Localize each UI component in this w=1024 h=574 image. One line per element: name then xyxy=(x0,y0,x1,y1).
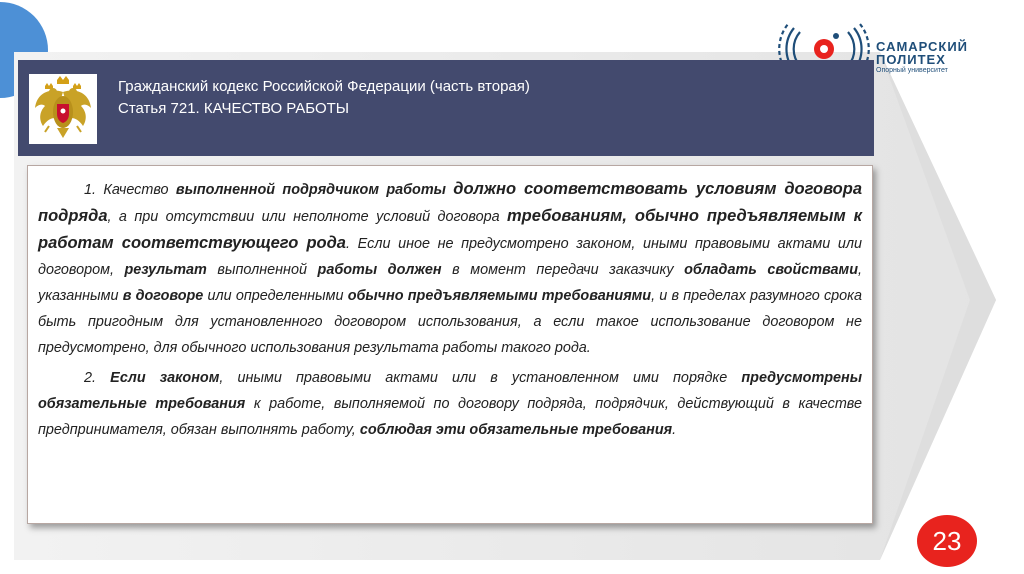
p2-run: . xyxy=(672,422,677,438)
p1-run: , и в пределах разумного срока быть пригодным для установленного договором использования, а если такое использование договором не предусмотрено, для обычного использования результата работы такого рода. xyxy=(38,288,862,356)
p2-run: Если законом xyxy=(110,370,220,386)
p1-run: , указанными xyxy=(38,262,862,304)
logo-text xyxy=(876,40,1006,75)
p2-run: предусмотрены обязательные требования xyxy=(38,370,863,412)
p1-run: в договоре xyxy=(122,288,204,304)
p1-run: 1. Качество xyxy=(84,182,176,198)
p1-run: обладать свойствами xyxy=(684,262,858,278)
p1-run: выполненной xyxy=(206,262,318,278)
p1-run: обычно предъявляемыми требованиями xyxy=(347,288,652,304)
p1-run: результат xyxy=(124,262,207,278)
p2-run: соблюдая эти обязательные требования xyxy=(359,422,673,438)
p1-run: в момент передачи заказчику xyxy=(441,262,685,278)
logo-line-2: ПОЛИТЕХ xyxy=(876,52,946,67)
p1-run: работы должен xyxy=(317,262,442,278)
article-paragraph-2 xyxy=(38,365,862,443)
p2-run: , иными правовыми актами или в установленном ими порядке xyxy=(219,370,742,386)
logo-line-1: САМАРСКИЙ xyxy=(876,39,969,54)
p2-run: 2. xyxy=(84,370,111,386)
header-title: Гражданский кодекс Российской Федерации (часть вторая) xyxy=(118,78,530,95)
logo-line-3: Опорный университет xyxy=(876,67,948,74)
article-text-box xyxy=(27,165,873,524)
p1-run: или определенными xyxy=(203,288,348,304)
p1-run: требованиям, обычно предъявляемым к работам соответствующего рода xyxy=(38,207,862,252)
page-number-badge: 23 xyxy=(917,515,977,567)
article-paragraph-1 xyxy=(38,176,862,361)
coat-of-arms-icon xyxy=(29,74,97,144)
p1-run: , а при отсутствии или неполноте условий договора xyxy=(107,209,507,225)
p2-run: к работе, выполняемой по договору подряда, подрядчик, действующий в качестве предпринимателя, обязан выполнять работу, xyxy=(38,396,863,438)
p1-run: выполненной подрядчиком работы xyxy=(175,182,454,198)
p1-run: должно соответствовать условиям договора подряда xyxy=(38,180,862,225)
p1-run: . Если иное не предусмотрено законом, иными правовыми актами или договором, xyxy=(38,236,862,278)
header-text xyxy=(118,76,838,120)
header-subtitle: Статья 721. КАЧЕСТВО РАБОТЫ xyxy=(118,100,350,117)
